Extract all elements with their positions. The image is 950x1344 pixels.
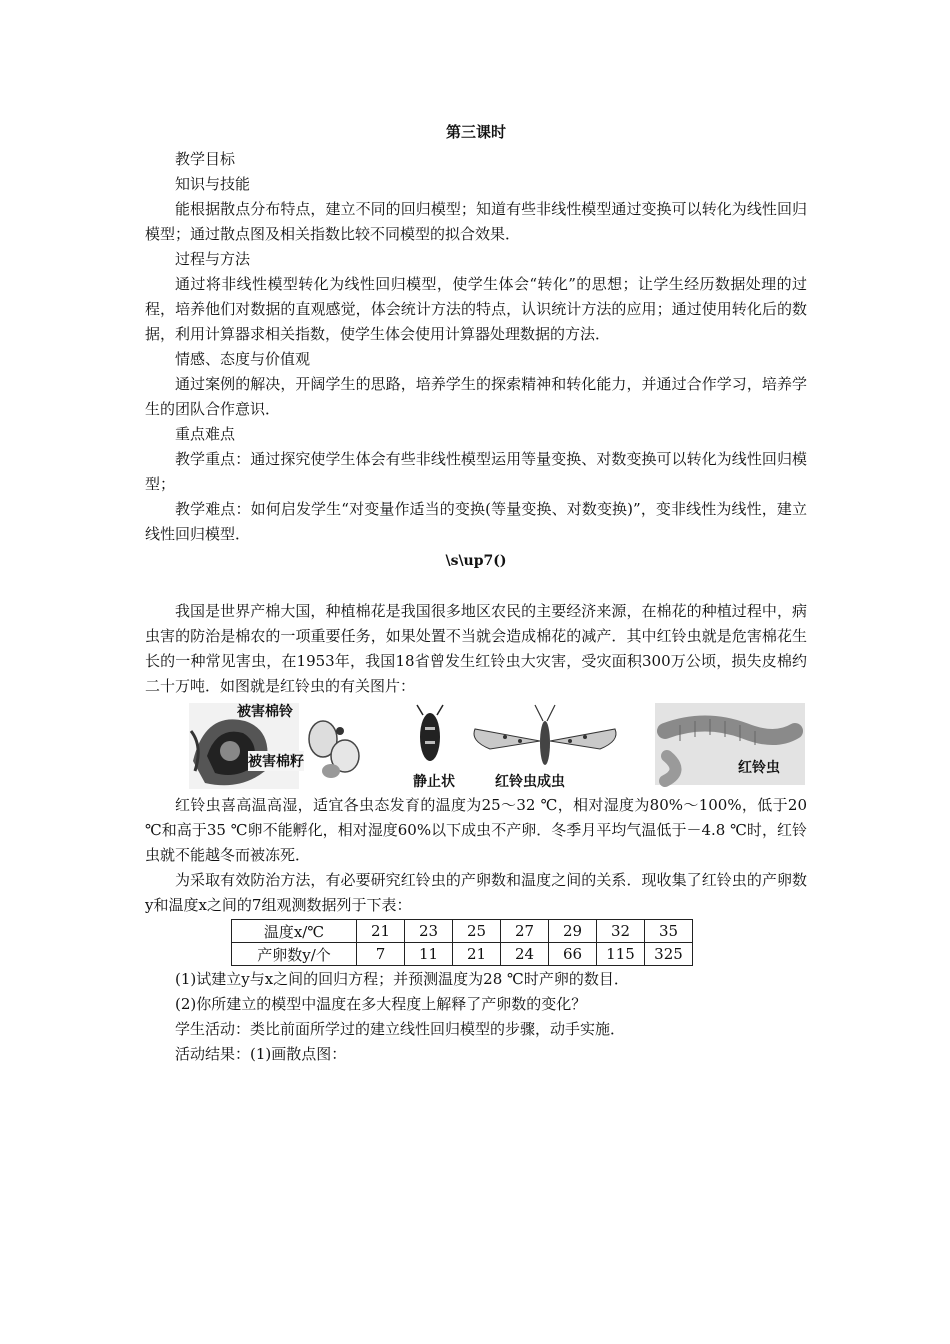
- label-larva: 红铃虫: [738, 760, 780, 776]
- table-cell: 23: [405, 920, 453, 943]
- table-cell: 115: [597, 943, 645, 966]
- table-cell: 21: [357, 920, 405, 943]
- table-row: [232, 943, 693, 966]
- table-cell: 35: [645, 920, 693, 943]
- intro-paragraph: 我国是世界产棉大国，种植棉花是我国很多地区农民的主要经济来源，在棉花的种植过程中，病虫害的防治是棉农的一项重要任务，如果处置不当就会造成棉花的减产．其中红铃虫就是危害棉花生长的一种常见害虫，在1953年，我国18省曾发生红铃虫大灾害，受灾面积300万公顷，损失皮棉约二十万吨．如图就是红铃虫的有关图片：: [145, 602, 807, 695]
- table-cell: 25: [453, 920, 501, 943]
- table-cell: 21: [453, 943, 501, 966]
- adult-moth-image: [474, 705, 616, 765]
- table-row-header: 产卵数y/个: [232, 943, 357, 966]
- label-damaged-boll: 被害棉铃: [237, 704, 293, 720]
- table-row: [232, 920, 693, 943]
- table-row-header: 温度x/℃: [232, 920, 357, 943]
- process-text: 通过将非线性模型转化为线性回归模型，使学生体会“转化”的思想；让学生经历数据处理的过程，培养他们对数据的直观感觉，体会统计方法的特点，认识统计方法的应用；通过使用转化后的数据，利用计算器求相关指数，使学生体会使用计算器处理数据的方法．: [145, 275, 807, 343]
- label-damaged-seed: 被害棉籽: [248, 751, 304, 771]
- damaged-seed-image: [309, 721, 359, 778]
- table-cell: 66: [549, 943, 597, 966]
- document-page: [145, 120, 807, 1067]
- label-resting: 静止状: [413, 774, 455, 790]
- label-adult-moth: 红铃虫成虫: [495, 774, 565, 790]
- study-paragraph: 为采取有效防治方法，有必要研究红铃虫的产卵数和温度之间的关系．现收集了红铃虫的产卵数y和温度x之间的7组观测数据列于下表：: [145, 871, 807, 914]
- table-cell: 11: [405, 943, 453, 966]
- key-heading: 重点难点: [175, 425, 236, 443]
- habits-paragraph: 红铃虫喜高温高湿，适宜各虫态发育的温度为25～32 ℃，相对湿度为80%～100%，低于20 ℃和高于35 ℃卵不能孵化，相对湿度60%以下成虫不产卵．冬季月平均气温低于－4.8 ℃时，红铃虫就不能越冬而被冻死．: [145, 796, 807, 864]
- section-marker: \s\up7(): [445, 553, 507, 569]
- table-cell: 32: [597, 920, 645, 943]
- table-cell: 24: [501, 943, 549, 966]
- table-cell: 27: [501, 920, 549, 943]
- table-cell: 325: [645, 943, 693, 966]
- attitude-heading: 情感、态度与价值观: [175, 350, 311, 368]
- knowledge-heading: 知识与技能: [175, 175, 251, 193]
- knowledge-text: 能根据散点分布特点，建立不同的回归模型；知道有些非线性模型通过变换可以转化为线性回归模型；通过散点图及相关指数比较不同模型的拟合效果．: [145, 200, 807, 243]
- observation-table: [231, 919, 693, 966]
- difficulty-text: 教学难点：如何启发学生“对变量作适当的变换(等量变换、对数变换)”，变非线性为线性，建立线性回归模型．: [145, 500, 807, 543]
- question-1: (1)试建立y与x之间的回归方程；并预测温度为28 ℃时产卵的数目．: [175, 970, 629, 988]
- key-point-text: 教学重点：通过探究使学生体会有些非线性模型运用等量变换、对数变换可以转化为线性回归模型；: [145, 450, 807, 493]
- resting-moth-image: [417, 705, 443, 761]
- larva-image: [655, 703, 805, 785]
- goals-heading: 教学目标: [175, 150, 236, 168]
- page-title: 第三课时: [445, 123, 506, 141]
- pink-bollworm-figure: [145, 701, 807, 791]
- activity-result: 活动结果：(1)画散点图：: [175, 1045, 347, 1063]
- table-cell: 7: [357, 943, 405, 966]
- table-cell: 29: [549, 920, 597, 943]
- attitude-text: 通过案例的解决，开阔学生的思路，培养学生的探索精神和转化能力，并通过合作学习，培养学生的团队合作意识．: [145, 375, 807, 418]
- student-activity: 学生活动：类比前面所学过的建立线性回归模型的步骤，动手实施．: [175, 1020, 626, 1038]
- question-2: (2)你所建立的模型中温度在多大程度上解释了产卵数的变化？: [175, 995, 587, 1013]
- process-heading: 过程与方法: [175, 250, 251, 268]
